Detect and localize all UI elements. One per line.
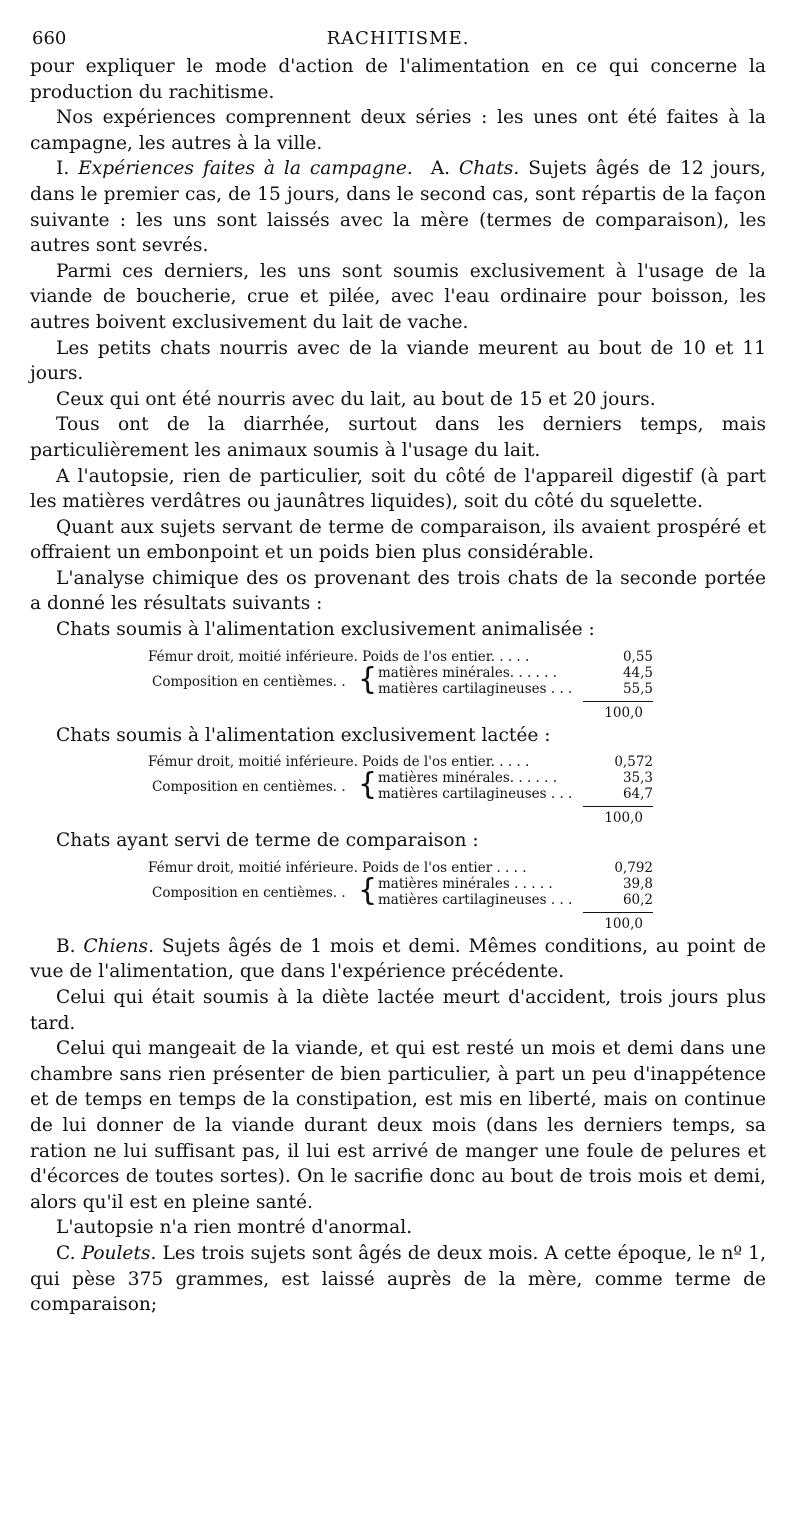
section-number: I. (56, 158, 70, 180)
paragraph: Tous ont de la diarrhée, surtout dans les derniers temps, mais particulièrement les animaux soumis à l'usage du lait. (30, 414, 766, 461)
brace: { (358, 661, 378, 697)
bone-analysis-table (148, 754, 653, 826)
paragraph: Parmi ces derniers, les uns sont soumis exclusivement à l'usage de la viande de boucherie, crue et pilée, avec l'eau ordinaire pour boisson, les autres boivent exclusivement du lait de vache. (30, 260, 766, 333)
composition-block (148, 872, 653, 910)
subsection-heading: Chats. (459, 158, 520, 180)
brace: { (358, 767, 378, 803)
paragraph-section-cats (30, 156, 766, 258)
femur-row (148, 860, 653, 876)
cartilage-value: 64,7 (622, 786, 653, 803)
bone-analysis-table (148, 649, 653, 721)
total-row (148, 804, 653, 826)
total-value: 100,0 (604, 704, 643, 721)
paragraph-text: Les trois sujets sont âgés de deux mois. A cette époque, le nº 1, qui pèse 375 grammes, est laissé auprès de la mère, comme terme de comparaison; (30, 1242, 766, 1316)
femur-value: 0,792 (614, 859, 653, 876)
paragraph: A l'autopsie, rien de particulier, soit du côté de l'appareil digestif (à part les matières verdâtres ou jaunâtres liquides), soit du côté du squelette. (30, 465, 766, 513)
paragraph: L'analyse chimique des os provenant des trois chats de la seconde portée a donné les résultats suivants : (30, 567, 766, 615)
total-value: 100,0 (604, 915, 643, 932)
subsection-letter: B. (56, 935, 76, 957)
mineral-value: 35,3 (622, 770, 653, 787)
mineral-label: matières minérales . . . . . (378, 875, 553, 892)
paragraph-text: Sujets âgés de 12 jours, dans le premier cas, de 15 jours, dans le second cas, sont répartis de la façon suivante : les uns sont laissés avec la mère (termes de comparaison), les autres sont sevrés. (30, 158, 766, 257)
composition-label: Composition en centièmes. . (152, 779, 346, 796)
paragraph: Quant aux sujets servant de terme de comparaison, ils avaient prospéré et offraient un embonpoint et un poids bien plus considérable. (30, 516, 766, 564)
subsection-heading: Poulets. (81, 1242, 157, 1264)
document-page (30, 28, 766, 1318)
total-rule (583, 912, 653, 913)
total-row (148, 699, 653, 721)
bone-analysis-table (148, 860, 653, 932)
brace: { (358, 872, 378, 908)
page-header (30, 28, 766, 54)
mineral-value: 44,5 (622, 664, 653, 681)
femur-row (148, 754, 653, 770)
total-rule (583, 806, 653, 807)
total-row (148, 910, 653, 932)
total-rule (583, 701, 653, 702)
femur-value: 0,55 (622, 648, 653, 665)
subsection-letter: C. (56, 1242, 76, 1264)
cartilage-value: 55,5 (622, 680, 653, 697)
femur-label: Fémur droit, moitié inférieure. Poids de l'os entier . . . . (148, 859, 527, 876)
femur-label: Fémur droit, moitié inférieure. Poids de l'os entier. . . . . (148, 754, 530, 771)
paragraph: L'autopsie n'a rien montré d'anormal. (56, 1217, 413, 1239)
table-caption: Chats soumis à l'alimentation exclusivement animalisée : (56, 619, 595, 641)
table-caption: Chats ayant servi de terme de comparaison : (56, 830, 479, 852)
femur-label: Fémur droit, moitié inférieure. Poids de l'os entier. . . . . (148, 648, 530, 665)
mineral-value: 39,8 (622, 875, 653, 892)
paragraph: Celui qui mangeait de la viande, et qui est resté un mois et demi dans une chambre sans rien présenter de bien particulier, à part un peu d'inappétence et de temps en temps de la constipation, est mis en liberté, mais on continue de lui donner de la viande durant deux mois (dans les derniers temps, sa ration ne lui suffisant pas, il lui est arrivé de manger une foule de pelures et d'écorces de toutes sortes). On le sacrifie donc au bout de trois mois et demi, alors qu'il est en pleine santé. (30, 1038, 766, 1213)
subsection-heading: Chiens. (83, 935, 154, 957)
paragraph-section-dogs (30, 934, 766, 985)
section-heading: Expériences faites à la campagne. (78, 158, 413, 180)
paragraph-section-poultry (30, 1241, 766, 1318)
subsection-letter: A. (430, 158, 451, 180)
composition-block (148, 767, 653, 804)
page-number: 660 (32, 28, 67, 49)
femur-value: 0,572 (614, 754, 653, 771)
femur-row (148, 649, 653, 665)
cartilage-value: 60,2 (622, 891, 653, 908)
total-value: 100,0 (604, 810, 643, 827)
mineral-label: matières minérales. . . . . . (378, 770, 557, 787)
table-caption: Chats soumis à l'alimentation exclusivement lactée : (56, 724, 551, 746)
cartilage-label: matières cartilagineuses . . . (378, 786, 573, 803)
composition-block (148, 661, 653, 699)
cartilage-label: matières cartilagineuses . . . (378, 680, 573, 697)
paragraph: Ceux qui ont été nourris avec du lait, au bout de 15 et 20 jours. (56, 388, 656, 410)
paragraph: Celui qui était soumis à la diète lactée meurt d'accident, trois jours plus tard. (30, 987, 766, 1034)
paragraph: Nos expériences comprennent deux séries : les unes ont été faites à la campagne, les autres à la ville. (30, 107, 766, 154)
mineral-label: matières minérales. . . . . . (378, 664, 557, 681)
paragraph: Les petits chats nourris avec de la viande meurent au bout de 10 et 11 jours. (30, 337, 766, 385)
cartilage-label: matières cartilagineuses . . . (378, 891, 573, 908)
composition-label: Composition en centièmes. . (152, 884, 346, 901)
running-title: RACHITISME. (326, 28, 470, 49)
paragraph-text: Sujets âgés de 1 mois et demi. Mêmes conditions, au point de vue de l'alimentation, que dans l'expérience précédente. (30, 935, 766, 983)
composition-label: Composition en centièmes. . (152, 673, 346, 690)
paragraph: pour expliquer le mode d'action de l'alimentation en ce qui concerne la production du rachitisme. (30, 56, 766, 103)
